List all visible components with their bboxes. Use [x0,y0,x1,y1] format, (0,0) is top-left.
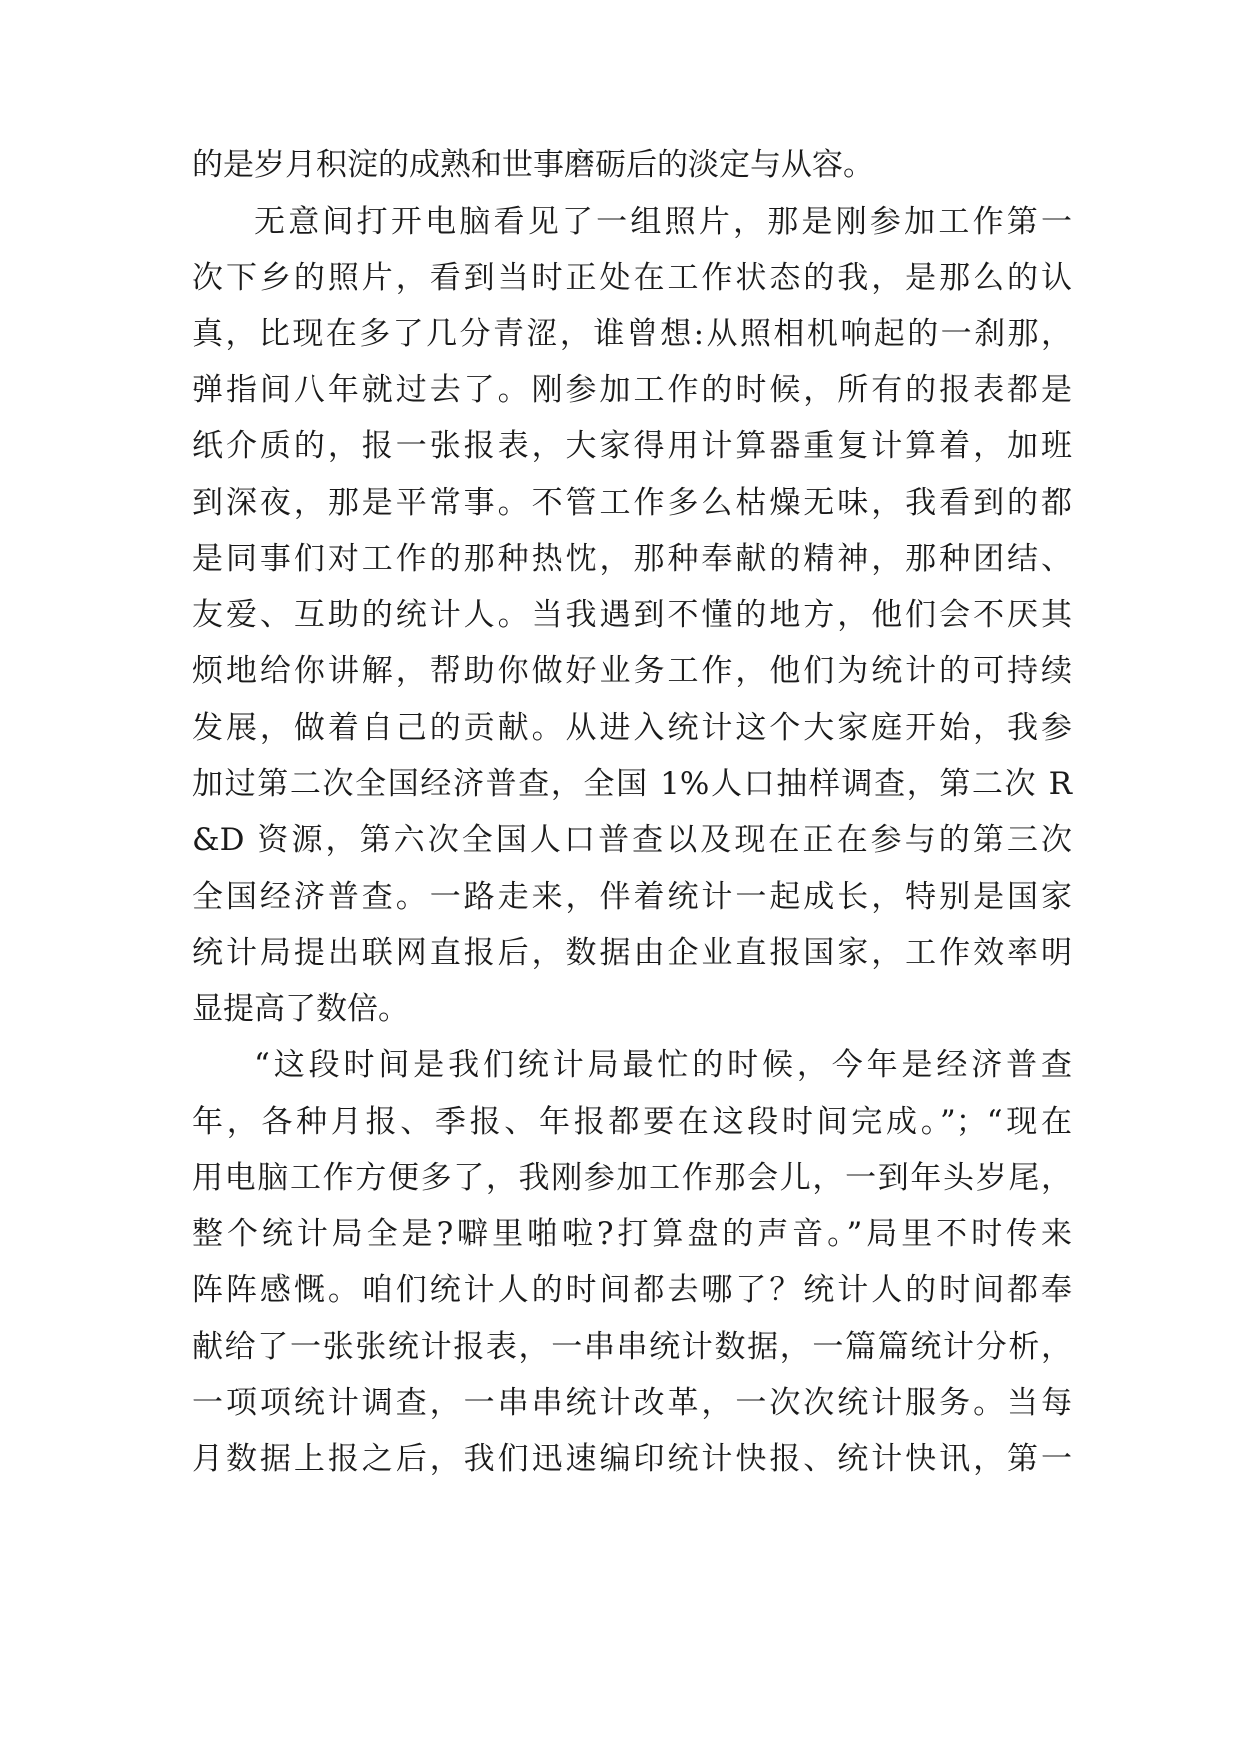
paragraph-line: 真，比现在多了几分青涩，谁曾想:从照相机响起的一刹那， [192,316,1072,352]
paragraph-line: “这段时间是我们统计局最忙的时候，今年是经济普查 [254,1047,1072,1083]
paragraph-line: 全国经济普查。一路走来，伴着统计一起成长，特别是国家 [192,879,1072,915]
paragraph-line: 无意间打开电脑看见了一组照片，那是刚参加工作第一 [254,204,1072,240]
paragraph-line: 发展，做着自己的贡献。从进入统计这个大家庭开始，我参 [192,710,1072,746]
paragraph-line: 到深夜，那是平常事。不管工作多么枯燥无味，我看到的都 [192,485,1072,521]
paragraph-line: 统计局提出联网直报后，数据由企业直报国家，工作效率明 [192,935,1072,971]
paragraph-line: 阵阵感慨。咱们统计人的时间都去哪了？统计人的时间都奉 [192,1272,1072,1308]
paragraph-line: 用电脑工作方便多了，我刚参加工作那会儿，一到年头岁尾， [192,1160,1072,1196]
paragraph-line: 献给了一张张统计报表，一串串统计数据，一篇篇统计分析， [192,1329,1072,1365]
paragraph-line: 友爱、互助的统计人。当我遇到不懂的地方，他们会不厌其 [192,597,1072,633]
paragraph-line: 次下乡的照片，看到当时正处在工作状态的我，是那么的认 [192,260,1072,296]
paragraph-line: 加过第二次全国经济普查，全国 1%人口抽样调查，第二次 R [192,766,1072,802]
paragraph-line: &D 资源，第六次全国人口普查以及现在正在参与的第三次 [192,822,1072,858]
paragraph-line: 一项项统计调查，一串串统计改革，一次次统计服务。当每 [192,1385,1072,1421]
paragraph-line: 年，各种月报、季报、年报都要在这段时间完成。”；“现在 [192,1104,1072,1140]
paragraph-line: 的是岁月积淀的成熟和世事磨砺后的淡定与从容。 [192,147,874,183]
paragraph-line: 纸介质的，报一张报表，大家得用计算器重复计算着，加班 [192,428,1072,464]
paragraph-line: 月数据上报之后，我们迅速编印统计快报、统计快讯，第一 [192,1441,1072,1477]
paragraph-line: 是同事们对工作的那种热忱，那种奉献的精神，那种团结、 [192,541,1072,577]
paragraph-line: 显提高了数倍。 [192,991,409,1027]
paragraph-line: 烦地给你讲解，帮助你做好业务工作，他们为统计的可持续 [192,653,1072,689]
paragraph-line: 整个统计局全是?噼里啪啦?打算盘的声音。”局里不时传来 [192,1216,1072,1252]
paragraph-line: 弹指间八年就过去了。刚参加工作的时候，所有的报表都是 [192,372,1072,408]
